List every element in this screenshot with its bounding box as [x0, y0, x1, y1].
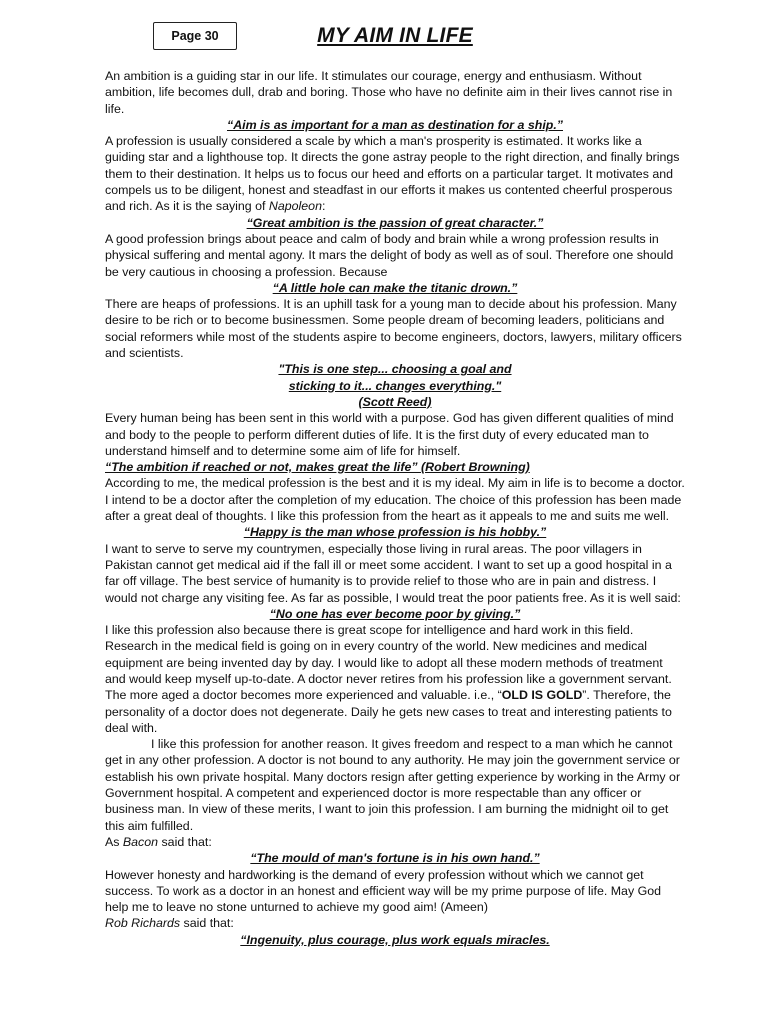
attribution-rob-richards: Rob Richards [105, 916, 181, 931]
paragraph-text-end: said that: [180, 916, 234, 931]
paragraph-rob-richards-intro [105, 915, 685, 931]
quote-author-scott-reed: (Scott Reed) [358, 394, 432, 409]
paragraph-serve-countrymen: I want to serve to serve my countrymen, especially those living in rural areas. The poor villagers in Pakistan cannot get medical aid if the fall ill or meet some accident. I want to set up a good hospital in a far off village. The best service of humanity is to provide relief to those who are in pain and distress. I would not charge any visiting fee. As far as possible, I would treat the poor patients free. As it is well said: [105, 541, 681, 605]
quote-one-step-line1: "This is one step... choosing a goal and [278, 362, 512, 377]
paragraph-medical-ideal: According to me, the medical profession is the best and it is my ideal. My aim in life is to become a doctor. I intend to be a doctor after the completion of my education. The choice of this profession has been made after a great deal of thoughts. I like this profession from the heart as it appeals to me and suits me well. [105, 476, 685, 524]
paragraph-scope [105, 622, 685, 736]
quote-mould-of-fortune: “The mould of man's fortune is in his own hand.” [250, 851, 540, 866]
paragraph-text: As [105, 834, 123, 849]
paragraph-freedom: I like this profession for another reason. It gives freedom and respect to a man which he cannot get in any other profession. A doctor is not bound to any authority. He may join the government service or establish his own private hospital. Many doctors resign after getting experience by working in the Army or Government hospital. A competent and experienced doctor is more respectable than any officer or business man. In view of these merits, I want to join this profession. I am burning the midnight oil to get this aim fulfilled. [105, 737, 681, 833]
essay-body [105, 68, 685, 948]
paragraph-honesty: However honesty and hardworking is the demand of every profession without which we cannot get success. To work as a doctor in an honest and efficient way will be my prime purpose of life. May God help me to leave no stone unturned to achieve my good aim! (Ameen) [105, 867, 662, 915]
attribution-bacon: Bacon [122, 834, 159, 849]
paragraph-heaps-of-professions: There are heaps of professions. It is an uphill task for a young man to decide about his profession. Many desire to be rich or to become businessmen. Some people dream of becoming leaders, politicians and social reformers while most of the students aspire to become engineers, doctors, lawyers, military officers and scientists. [105, 297, 682, 361]
paragraph-intro: An ambition is a guiding star in our life. It stimulates our courage, energy and enthusiasm. Without ambition, life becomes dull, drab and boring. Those who have no definite aim in their lives cannot rise in life. [105, 69, 673, 116]
quote-robert-browning: “The ambition if reached or not, makes great the life” (Robert Browning) [105, 460, 530, 475]
quote-aim-ship: “Aim is as important for a man as destination for a ship.” [227, 117, 563, 132]
paragraph-text: A profession is usually considered a scale by which a man's prosperity is estimated. It works like a guiding star and a lighthouse top. It directs the gone astray people to the right direction, and finally brings them to their destination. It helps us to focus our heed and efforts on a particular target. It motivates and compels us to be diligent, honest and steadfast in our efforts it makes us contented cheerful prosperous and rich. As it is the saying of [105, 134, 680, 214]
paragraph-text-end: ”. Therefore, the personality of a doctor does not degenerate. Daily he gets new cases to treat and interesting patients to deal with. [105, 688, 672, 735]
quote-never-poor: “No one has ever become poor by giving.” [269, 606, 521, 621]
paragraph-text-end: said that: [158, 834, 212, 849]
page-title: MY AIM IN LIFE [317, 24, 473, 47]
paragraph-good-profession: A good profession brings about peace and calm of body and brain while a wrong profession results in physical suffering and mental agony. It mars the delight of body as well as of soul. Therefore one should be very cautious in choosing a profession. Because [105, 231, 674, 279]
quote-one-step-line2: sticking to it... changes everything." [288, 378, 502, 393]
emphasis-old-is-gold: OLD IS GOLD [501, 688, 583, 703]
page-number-label: Page 30 [153, 22, 237, 50]
quote-great-ambition: “Great ambition is the passion of great character.” [246, 215, 544, 230]
paragraph-text: I like this profession also because there is great scope for intelligence and hard work in this field. Research in the medical field is going on in every country of the world. New medicines and medical equipment are being invented day by day. I would like to adopt all these modern methods of treatment and would keep myself up-to-date. A doctor never retires from his profession like a government servant. The more aged a doctor becomes more experienced and valuable. i.e., “ [105, 623, 672, 703]
paragraph-profession-scale [105, 133, 685, 214]
quote-attribution-napoleon: Napoleon [268, 199, 322, 214]
paragraph-text-end: : [321, 199, 326, 214]
paragraph-bacon-intro [105, 834, 685, 850]
paragraph-purpose: Every human being has been sent in this world with a purpose. God has given different qualities of mind and body to the people to perform different duties of life. It is the first duty of every educated man to understand himself and to determine some aim of life for himself. [105, 411, 674, 458]
quote-ingenuity: “Ingenuity, plus courage, plus work equals miracles. [240, 932, 550, 947]
quote-happy-man: “Happy is the man whose profession is his hobby.” [243, 525, 547, 540]
quote-little-hole: “A little hole can make the titanic drown.” [272, 280, 518, 295]
